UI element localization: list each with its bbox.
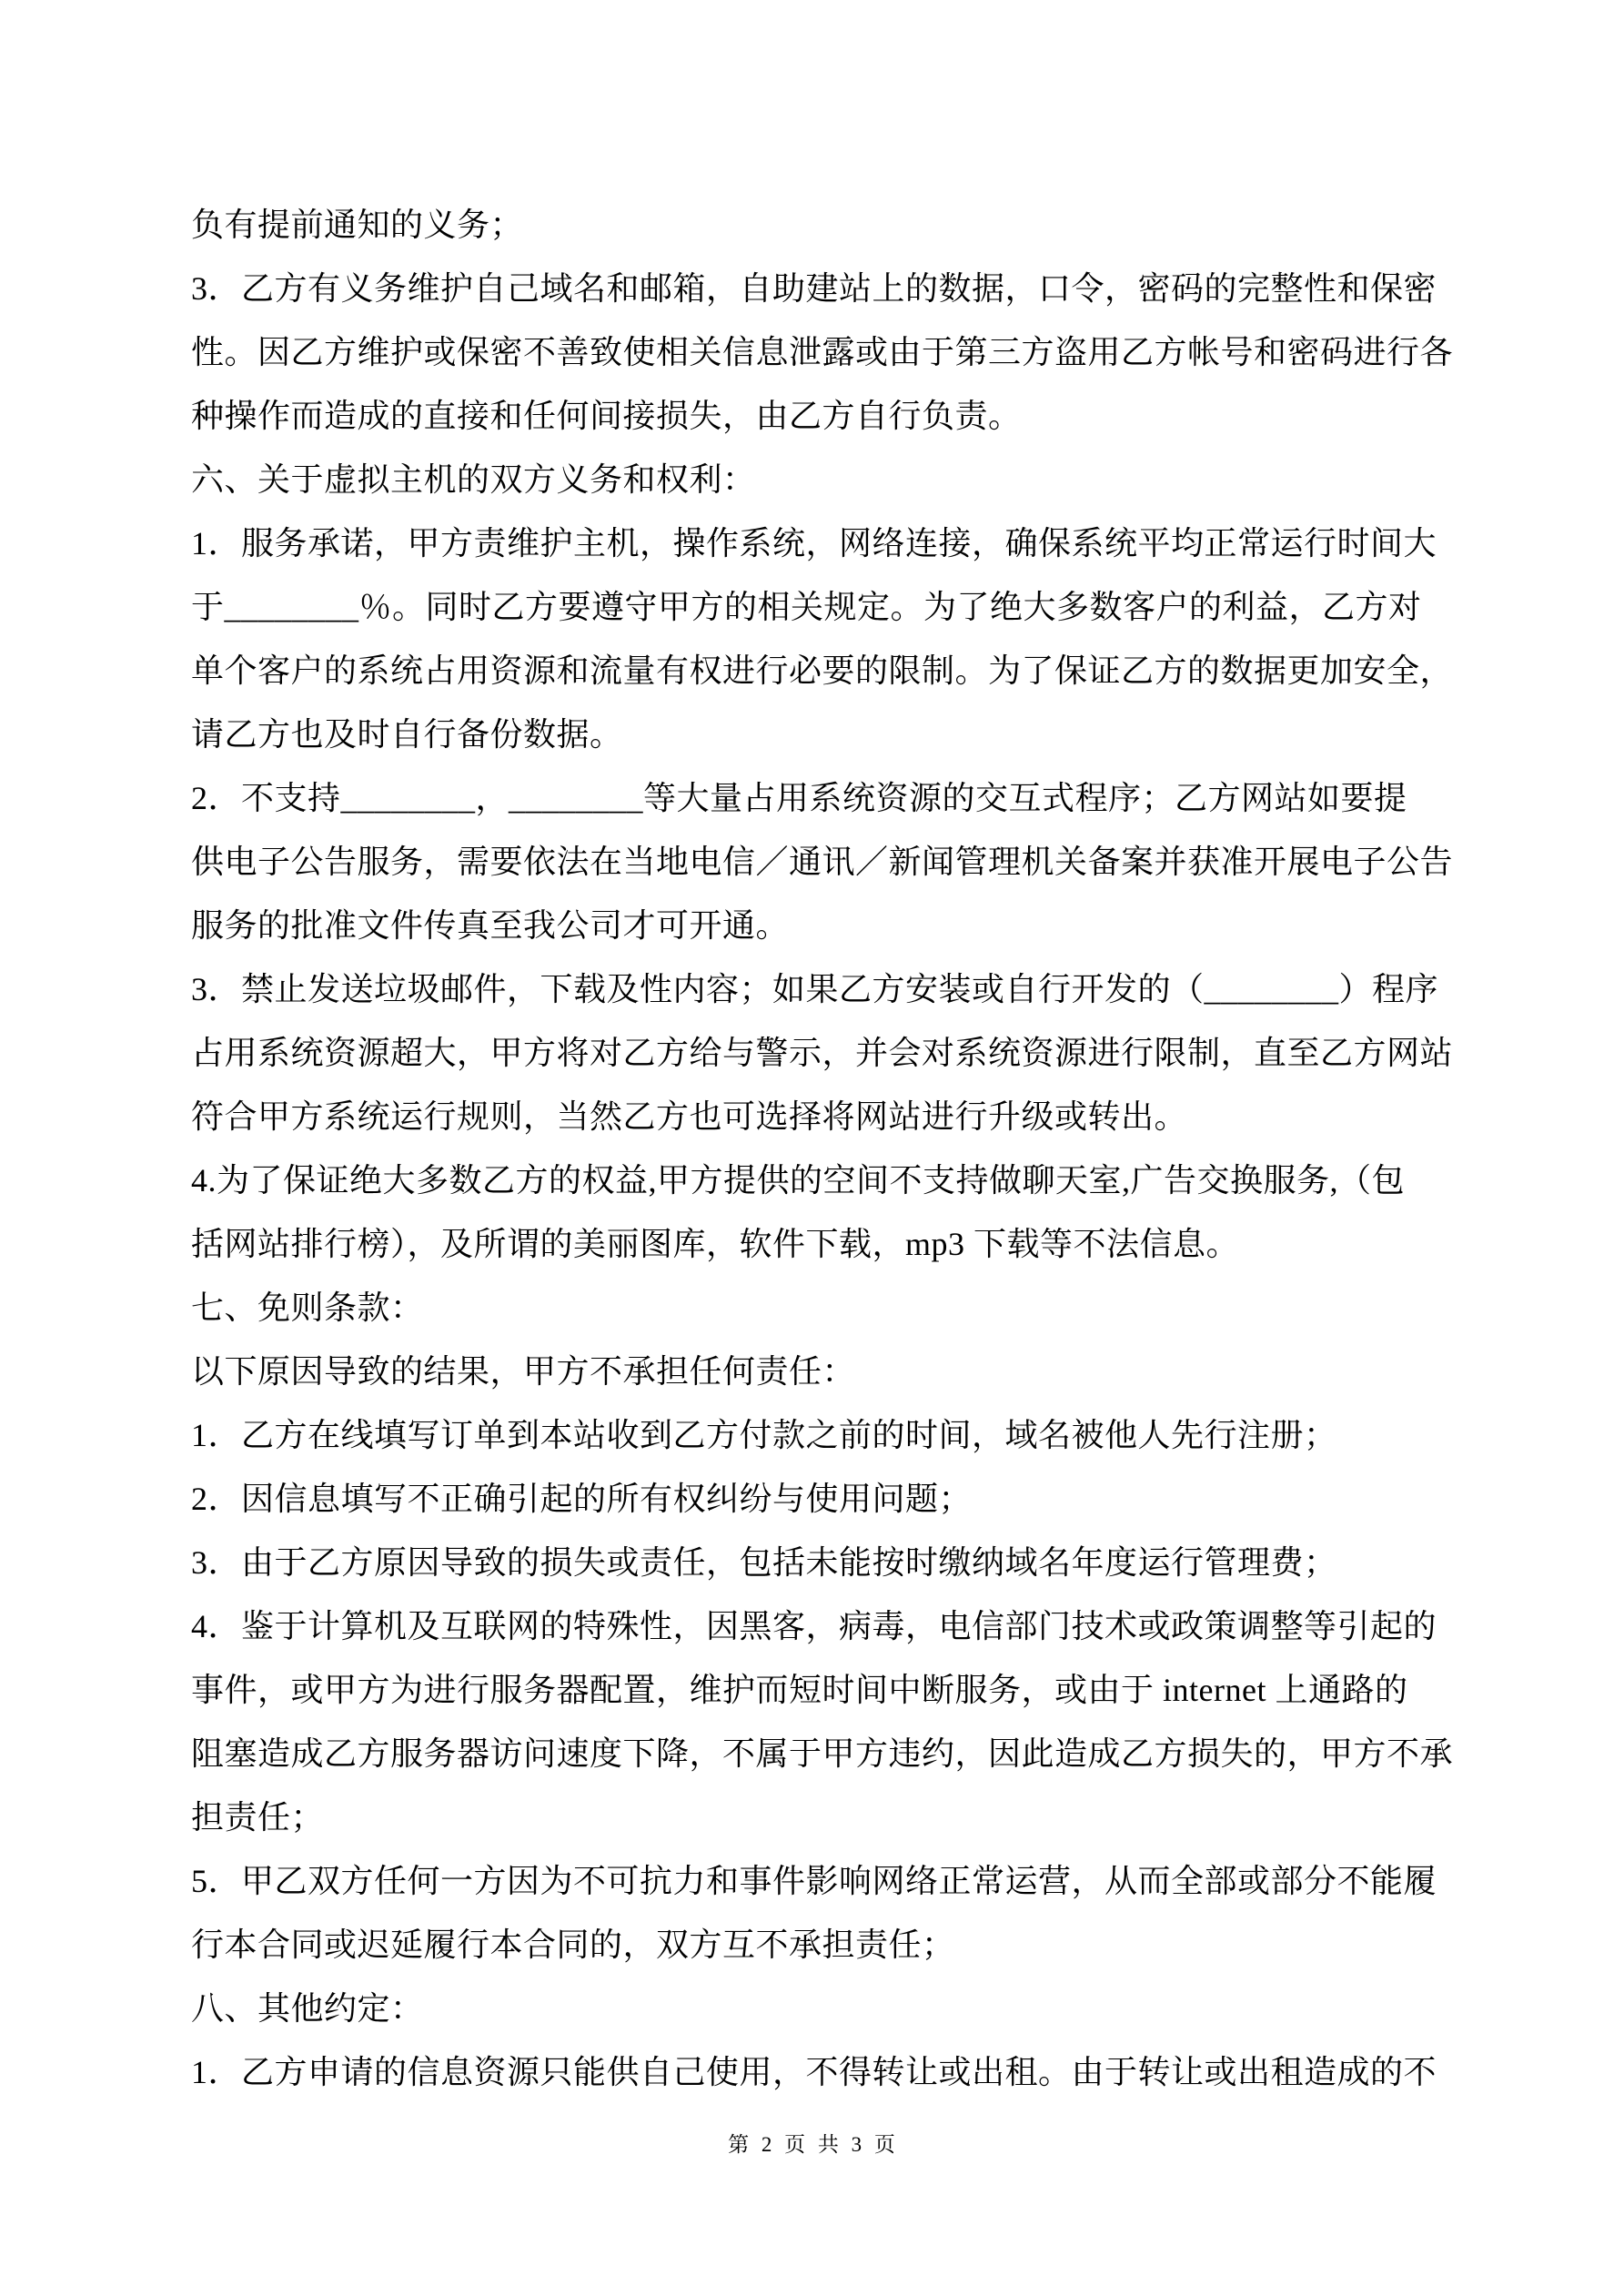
document-line: 种操作而造成的直接和任何间接损失，由乙方自行负责。 bbox=[191, 398, 1022, 434]
document-line: 4．鉴于计算机及互联网的特殊性，因黑客，病毒，电信部门技术或政策调整等引起的 bbox=[191, 1608, 1437, 1644]
document-line: 阻塞造成乙方服务器访问速度下降，不属于甲方违约，因此造成乙方损失的，甲方不承 bbox=[191, 1735, 1454, 1772]
document-line: 符合甲方系统运行规则，当然乙方也可选择将网站进行升级或转出。 bbox=[191, 1098, 1188, 1135]
document-line: 3．由于乙方原因导致的损失或责任，包括未能按时缴纳域名年度运行管理费； bbox=[191, 1544, 1337, 1581]
document-line: 事件，或甲方为进行服务器配置，维护而短时间中断服务，或由于 internet 上通路的 bbox=[191, 1672, 1408, 1708]
document-line: 1．乙方在线填写订单到本站收到乙方付款之前的时间，域名被他人先行注册； bbox=[191, 1417, 1337, 1453]
section-heading: 六、关于虚拟主机的双方义务和权利： bbox=[191, 461, 756, 498]
section-heading: 七、免则条款： bbox=[191, 1290, 424, 1326]
document-line: 负有提前通知的义务； bbox=[191, 207, 524, 243]
page-footer: 第 2 页 共 3 页 bbox=[728, 2133, 899, 2156]
contract-text-block bbox=[191, 193, 1454, 2104]
document-line: 以下原因导致的结果，甲方不承担任何责任： bbox=[191, 1353, 856, 1390]
document-line: 性。因乙方维护或保密不善致使相关信息泄露或由于第三方盗用乙方帐号和密码进行各 bbox=[191, 334, 1454, 370]
document-line: 括网站排行榜），及所谓的美丽图库，软件下载，mp3 下载等不法信息。 bbox=[191, 1226, 1240, 1262]
document-line: 请乙方也及时自行备份数据。 bbox=[191, 716, 623, 753]
document-line: 服务的批准文件传真至我公司才可开通。 bbox=[191, 907, 790, 944]
document-line: 于________％。同时乙方要遵守甲方的相关规定。为了绝大多数客户的利益，乙方对 bbox=[191, 589, 1422, 625]
document-line: 3．禁止发送垃圾邮件，下载及性内容；如果乙方安装或自行开发的（________）程序 bbox=[191, 971, 1439, 1007]
document-line: 单个客户的系统占用资源和流量有权进行必要的限制。为了保证乙方的数据更加安全， bbox=[191, 652, 1454, 689]
document-line: 担责任； bbox=[191, 1799, 325, 1836]
document-line: 4.为了保证绝大多数乙方的权益,甲方提供的空间不支持做聊天室,广告交换服务,（包 bbox=[191, 1162, 1406, 1199]
document-line: 1．乙方申请的信息资源只能供自己使用，不得转让或出租。由于转让或出租造成的不 bbox=[191, 2054, 1437, 2090]
document-line: 3．乙方有义务维护自己域名和邮箱，自助建站上的数据，口令，密码的完整性和保密 bbox=[191, 270, 1437, 307]
document-line: 供电子公告服务，需要依法在当地电信／通讯／新闻管理机关备案并获准开展电子公告 bbox=[191, 844, 1454, 880]
section-heading: 八、其他约定： bbox=[191, 1990, 424, 2027]
document-line: 2．因信息填写不正确引起的所有权纠纷与使用问题； bbox=[191, 1481, 973, 1517]
document-line: 5．甲乙双方任何一方因为不可抗力和事件影响网络正常运营，从而全部或部分不能履 bbox=[191, 1863, 1437, 1899]
document-line: 2．不支持________，________等大量占用系统资源的交互式程序；乙方网站如要提 bbox=[191, 780, 1407, 816]
document-line: 1．服务承诺，甲方责维护主机，操作系统，网络连接，确保系统平均正常运行时间大 bbox=[191, 525, 1437, 561]
document-line: 占用系统资源超大，甲方将对乙方给与警示，并会对系统资源进行限制，直至乙方网站 bbox=[191, 1035, 1454, 1071]
document-line: 行本合同或迟延履行本合同的，双方互不承担责任； bbox=[191, 1927, 955, 1963]
